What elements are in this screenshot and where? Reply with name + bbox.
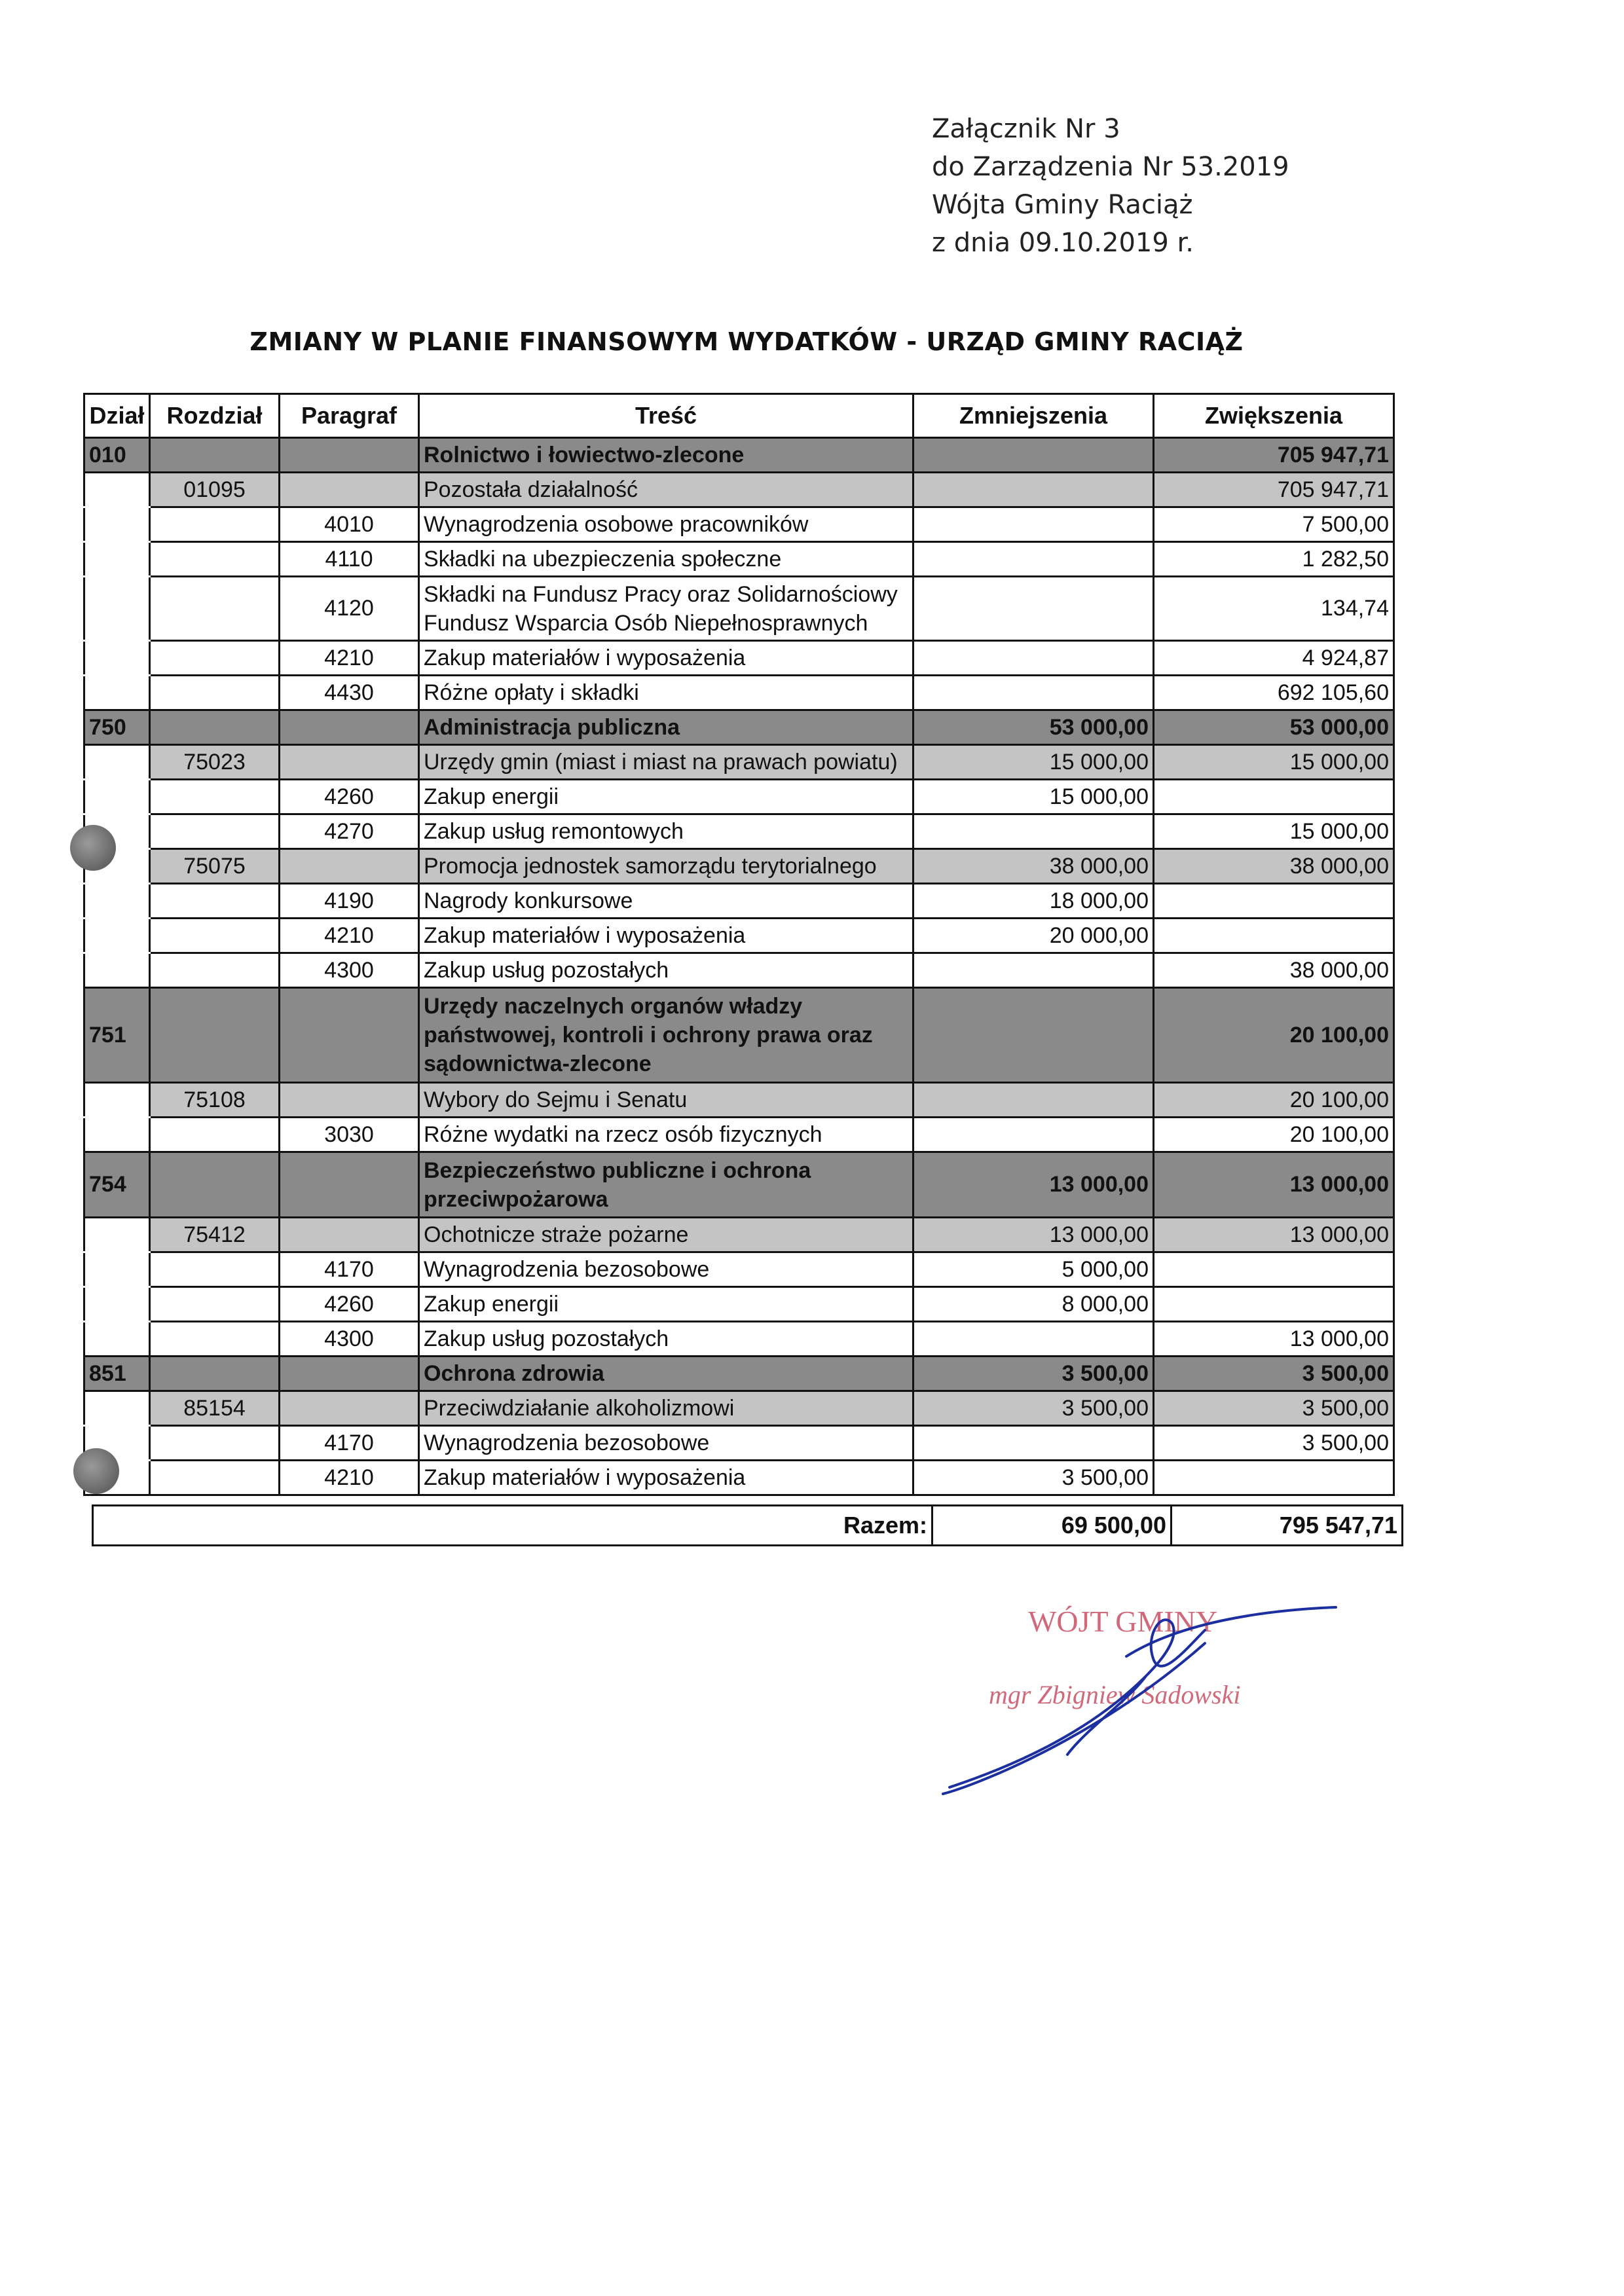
item-description: Bezpieczeństwo publiczne i ochrona przeciwpożarowa (419, 1152, 913, 1218)
empty-cell (150, 641, 280, 676)
decrease-amount: 3 500,00 (913, 1461, 1154, 1495)
empty-cell (280, 1391, 419, 1426)
decrease-amount: 20 000,00 (913, 919, 1154, 953)
empty-cell (280, 438, 419, 473)
decrease-amount (913, 1118, 1154, 1152)
table-row-rozdzial (84, 1218, 1394, 1252)
header-line-attachment: Załącznik Nr 3 (932, 114, 1120, 144)
item-description: Wynagrodzenia bezosobowe (419, 1426, 913, 1461)
paragraf-code: 4300 (280, 1322, 419, 1357)
empty-cell (280, 1357, 419, 1391)
paragraf-code: 4120 (280, 577, 419, 641)
decrease-amount (913, 953, 1154, 988)
item-description: Zakup energii (419, 1287, 913, 1322)
decrease-amount: 3 500,00 (913, 1391, 1154, 1426)
dzial-code: 750 (84, 710, 150, 745)
empty-cell (150, 1357, 280, 1391)
increase-amount: 13 000,00 (1154, 1322, 1394, 1357)
rozdzial-code: 01095 (150, 473, 280, 507)
table-row-paragraf (84, 542, 1394, 577)
item-description: Nagrody konkursowe (419, 884, 913, 919)
decrease-amount (913, 473, 1154, 507)
item-description: Ochotnicze straże pożarne (419, 1218, 913, 1252)
empty-cell (280, 988, 419, 1083)
table-row-paragraf (84, 814, 1394, 849)
table-row-paragraf (84, 1322, 1394, 1357)
item-description: Wynagrodzenia bezosobowe (419, 1252, 913, 1287)
empty-cell (150, 884, 280, 919)
increase-amount (1154, 1461, 1394, 1495)
empty-cell (150, 919, 280, 953)
increase-amount: 3 500,00 (1154, 1357, 1394, 1391)
decrease-amount: 18 000,00 (913, 884, 1154, 919)
paragraf-code: 4210 (280, 641, 419, 676)
increase-amount (1154, 1287, 1394, 1322)
increase-amount: 38 000,00 (1154, 953, 1394, 988)
increase-amount: 705 947,71 (1154, 473, 1394, 507)
table-row-rozdzial (84, 1391, 1394, 1426)
dzial-code: 851 (84, 1357, 150, 1391)
item-description: Urzędy gmin (miast i miast na prawach powiatu) (419, 745, 913, 780)
item-description: Administracja publiczna (419, 710, 913, 745)
table-row-paragraf (84, 1118, 1394, 1152)
decrease-amount (913, 577, 1154, 641)
table-row-paragraf (84, 780, 1394, 814)
table-row-dzial (84, 710, 1394, 745)
increase-amount: 13 000,00 (1154, 1218, 1394, 1252)
empty-cell (280, 849, 419, 884)
empty-cell (150, 577, 280, 641)
official-stamp-signature (930, 1571, 1349, 1807)
increase-amount: 705 947,71 (1154, 438, 1394, 473)
table-row-dzial (84, 438, 1394, 473)
table-row-rozdzial (84, 1083, 1394, 1118)
punch-hole-icon (70, 825, 116, 871)
table-row-dzial (84, 1152, 1394, 1218)
empty-cell (150, 1287, 280, 1322)
table-row-paragraf (84, 676, 1394, 710)
paragraf-code: 3030 (280, 1118, 419, 1152)
empty-cell (280, 1152, 419, 1218)
paragraf-code: 4270 (280, 814, 419, 849)
empty-cell (84, 1391, 150, 1426)
item-description: Wybory do Sejmu i Senatu (419, 1083, 913, 1118)
item-description: Wynagrodzenia osobowe pracowników (419, 507, 913, 542)
decrease-amount: 5 000,00 (913, 1252, 1154, 1287)
table-row-paragraf (84, 884, 1394, 919)
decrease-amount (913, 1083, 1154, 1118)
increase-amount: 15 000,00 (1154, 814, 1394, 849)
total-increase: 795 547,71 (1172, 1506, 1403, 1546)
column-header-zmniejszenia: Zmniejszenia (913, 394, 1154, 438)
item-description: Zakup materiałów i wyposażenia (419, 919, 913, 953)
increase-amount (1154, 884, 1394, 919)
item-description: Ochrona zdrowia (419, 1357, 913, 1391)
decrease-amount (913, 1426, 1154, 1461)
item-description: Różne wydatki na rzecz osób fizycznych (419, 1118, 913, 1152)
item-description: Zakup energii (419, 780, 913, 814)
empty-cell (84, 507, 150, 542)
total-decrease: 69 500,00 (932, 1506, 1172, 1546)
dzial-code: 751 (84, 988, 150, 1083)
item-description: Zakup usług remontowych (419, 814, 913, 849)
total-label: Razem: (93, 1506, 932, 1546)
empty-cell (150, 438, 280, 473)
decrease-amount (913, 507, 1154, 542)
table-row-paragraf (84, 1252, 1394, 1287)
increase-amount: 4 924,87 (1154, 641, 1394, 676)
increase-amount: 3 500,00 (1154, 1426, 1394, 1461)
increase-amount (1154, 1252, 1394, 1287)
empty-cell (150, 780, 280, 814)
decrease-amount: 13 000,00 (913, 1152, 1154, 1218)
paragraf-code: 4010 (280, 507, 419, 542)
increase-amount: 20 100,00 (1154, 988, 1394, 1083)
empty-cell (150, 542, 280, 577)
empty-cell (84, 542, 150, 577)
table-row-paragraf (84, 1426, 1394, 1461)
total-row (92, 1504, 1403, 1546)
paragraf-code: 4170 (280, 1252, 419, 1287)
empty-cell (280, 710, 419, 745)
dzial-code: 754 (84, 1152, 150, 1218)
increase-amount: 3 500,00 (1154, 1391, 1394, 1426)
item-description: Składki na Fundusz Pracy oraz Solidarnościowy Fundusz Wsparcia Osób Niepełnosprawnych (419, 577, 913, 641)
rozdzial-code: 75075 (150, 849, 280, 884)
decrease-amount: 15 000,00 (913, 745, 1154, 780)
increase-amount: 692 105,60 (1154, 676, 1394, 710)
empty-cell (150, 1118, 280, 1152)
empty-cell (84, 919, 150, 953)
empty-cell (84, 1118, 150, 1152)
empty-cell (150, 1461, 280, 1495)
table-row-paragraf (84, 1287, 1394, 1322)
attachment-header (932, 110, 1289, 262)
decrease-amount: 15 000,00 (913, 780, 1154, 814)
increase-amount (1154, 780, 1394, 814)
empty-cell (84, 676, 150, 710)
rozdzial-code: 85154 (150, 1391, 280, 1426)
empty-cell (150, 1322, 280, 1357)
item-description: Urzędy naczelnych organów władzy państwowej, kontroli i ochrony prawa oraz sądownictwa-zlecone (419, 988, 913, 1083)
empty-cell (150, 710, 280, 745)
increase-amount (1154, 919, 1394, 953)
empty-cell (84, 1083, 150, 1118)
item-description: Zakup materiałów i wyposażenia (419, 1461, 913, 1495)
header-line-official: Wójta Gminy Raciąż (932, 190, 1193, 220)
decrease-amount (913, 1322, 1154, 1357)
increase-amount: 15 000,00 (1154, 745, 1394, 780)
table-row-dzial (84, 1357, 1394, 1391)
table-row-paragraf (84, 507, 1394, 542)
column-header-dzial: Dział (84, 394, 150, 438)
page-title: ZMIANY W PLANIE FINANSOWYM WYDATKÓW - URZĄD GMINY RACIĄŻ (249, 327, 1244, 356)
decrease-amount: 8 000,00 (913, 1287, 1154, 1322)
stamp-name: mgr Zbigniew Sadowski (989, 1680, 1241, 1709)
decrease-amount: 13 000,00 (913, 1218, 1154, 1252)
empty-cell (150, 1426, 280, 1461)
budget-changes-table (83, 393, 1395, 1496)
empty-cell (84, 780, 150, 814)
table-row-paragraf (84, 577, 1394, 641)
empty-cell (84, 641, 150, 676)
decrease-amount (913, 814, 1154, 849)
table-row-paragraf (84, 641, 1394, 676)
empty-cell (150, 507, 280, 542)
column-header-tresc: Treść (419, 394, 913, 438)
empty-cell (84, 745, 150, 780)
column-header-zwiekszenia: Zwiększenia (1154, 394, 1394, 438)
empty-cell (280, 1218, 419, 1252)
item-description: Przeciwdziałanie alkoholizmowi (419, 1391, 913, 1426)
paragraf-code: 4190 (280, 884, 419, 919)
item-description: Rolnictwo i łowiectwo-zlecone (419, 438, 913, 473)
increase-amount: 53 000,00 (1154, 710, 1394, 745)
paragraf-code: 4210 (280, 1461, 419, 1495)
empty-cell (84, 1252, 150, 1287)
table-row-rozdzial (84, 849, 1394, 884)
increase-amount: 13 000,00 (1154, 1152, 1394, 1218)
item-description: Pozostała działalność (419, 473, 913, 507)
empty-cell (150, 1152, 280, 1218)
decrease-amount (913, 542, 1154, 577)
empty-cell (84, 953, 150, 988)
empty-cell (150, 988, 280, 1083)
empty-cell (150, 953, 280, 988)
increase-amount: 1 282,50 (1154, 542, 1394, 577)
item-description: Zakup usług pozostałych (419, 1322, 913, 1357)
increase-amount: 38 000,00 (1154, 849, 1394, 884)
empty-cell (84, 473, 150, 507)
item-description: Zakup materiałów i wyposażenia (419, 641, 913, 676)
paragraf-code: 4170 (280, 1426, 419, 1461)
increase-amount: 134,74 (1154, 577, 1394, 641)
header-line-date: z dnia 09.10.2019 r. (932, 228, 1194, 258)
decrease-amount: 3 500,00 (913, 1357, 1154, 1391)
empty-cell (280, 745, 419, 780)
column-header-rozdzial: Rozdział (150, 394, 280, 438)
increase-amount: 20 100,00 (1154, 1118, 1394, 1152)
paragraf-code: 4110 (280, 542, 419, 577)
empty-cell (150, 814, 280, 849)
stamp-title: WÓJT GMINY (1028, 1605, 1218, 1638)
empty-cell (280, 473, 419, 507)
item-description: Składki na ubezpieczenia społeczne (419, 542, 913, 577)
decrease-amount (913, 438, 1154, 473)
rozdzial-code: 75023 (150, 745, 280, 780)
empty-cell (280, 1083, 419, 1118)
paragraf-code: 4210 (280, 919, 419, 953)
empty-cell (84, 1287, 150, 1322)
paragraf-code: 4260 (280, 780, 419, 814)
rozdzial-code: 75108 (150, 1083, 280, 1118)
paragraf-code: 4430 (280, 676, 419, 710)
empty-cell (84, 577, 150, 641)
column-header-paragraf: Paragraf (280, 394, 419, 438)
table-row-paragraf (84, 919, 1394, 953)
punch-hole-icon (73, 1448, 119, 1494)
table-row-rozdzial (84, 745, 1394, 780)
item-description: Promocja jednostek samorządu terytorialnego (419, 849, 913, 884)
decrease-amount (913, 988, 1154, 1083)
empty-cell (84, 884, 150, 919)
empty-cell (84, 1322, 150, 1357)
increase-amount: 20 100,00 (1154, 1083, 1394, 1118)
decrease-amount (913, 641, 1154, 676)
paragraf-code: 4260 (280, 1287, 419, 1322)
decrease-amount: 38 000,00 (913, 849, 1154, 884)
table-row-paragraf (84, 1461, 1394, 1495)
item-description: Różne opłaty i składki (419, 676, 913, 710)
empty-cell (150, 1252, 280, 1287)
table-row-paragraf (84, 953, 1394, 988)
decrease-amount (913, 676, 1154, 710)
empty-cell (150, 676, 280, 710)
paragraf-code: 4300 (280, 953, 419, 988)
decrease-amount: 53 000,00 (913, 710, 1154, 745)
item-description: Zakup usług pozostałych (419, 953, 913, 988)
increase-amount: 7 500,00 (1154, 507, 1394, 542)
table-row-dzial (84, 988, 1394, 1083)
table-row-rozdzial (84, 473, 1394, 507)
dzial-code: 010 (84, 438, 150, 473)
rozdzial-code: 75412 (150, 1218, 280, 1252)
empty-cell (84, 1218, 150, 1252)
header-line-ordinance: do Zarządzenia Nr 53.2019 (932, 152, 1289, 182)
table-header-row (84, 394, 1394, 438)
